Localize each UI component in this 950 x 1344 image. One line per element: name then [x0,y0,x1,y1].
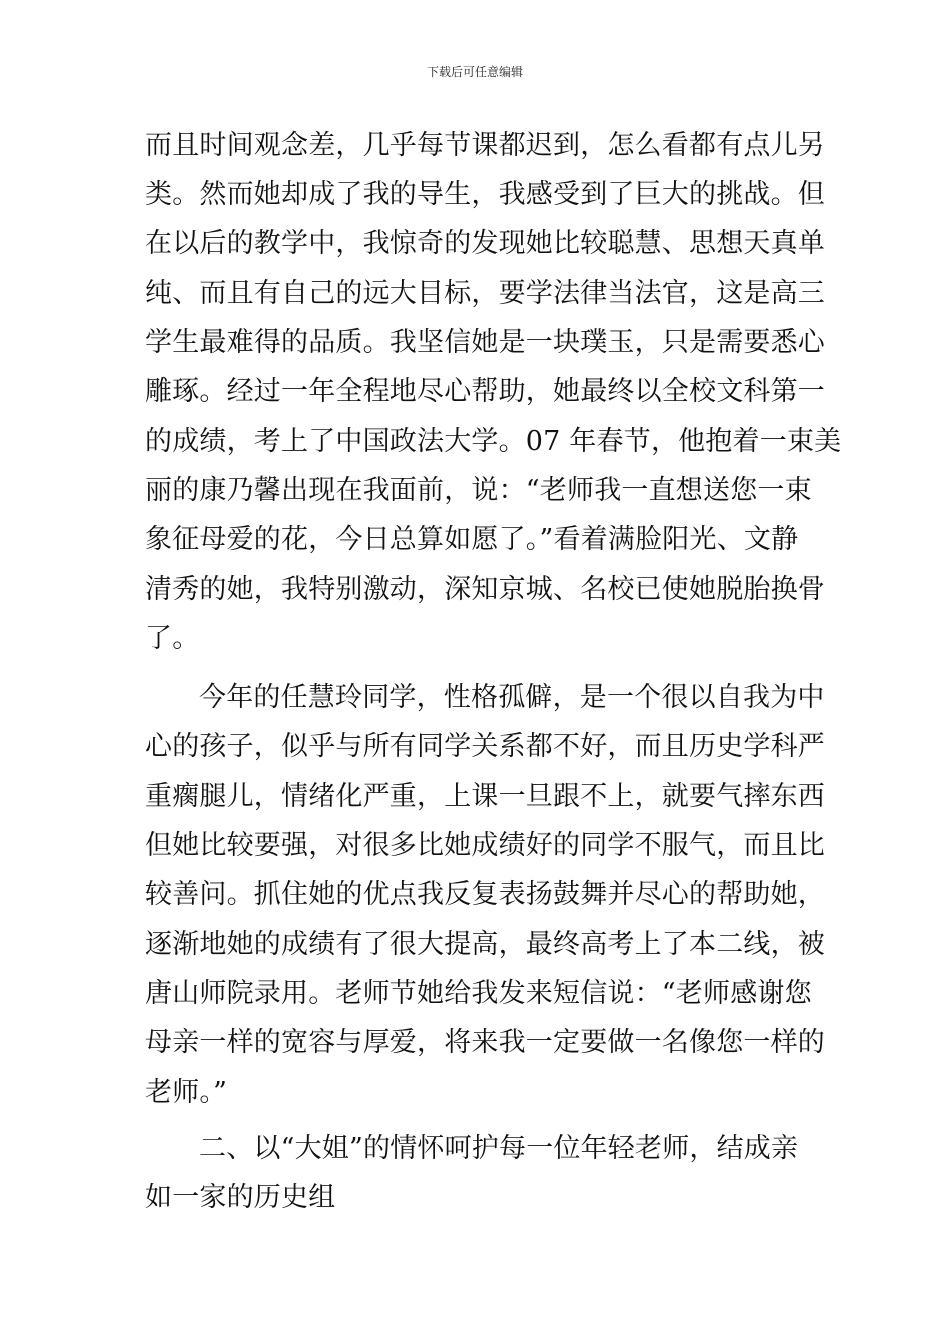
text-line: 学生最难得的品质。我坚信她是一块璞玉，只是需要悉心 [145,327,825,358]
text-line: 的成绩，考上了中国政法大学。07 年春节，他抱着一束美 [145,426,842,457]
text-line: 老师。” [145,1077,228,1108]
text-line: 在以后的教学中，我惊奇的发现她比较聪慧、思想天真单 [145,228,825,259]
text-line: 纯、而且有自己的远大目标，要学法律当法官，这是高三 [145,278,825,309]
text-line: 母亲一样的宽容与厚爱，将来我一定要做一名像您一样的 [145,1027,825,1058]
text-line: 心的孩子，似乎与所有同学关系都不好，而且历史学科严 [145,731,825,762]
section-heading-line: 如一家的历史组 [145,1182,336,1213]
page-header: 下载后可任意编辑 [426,65,523,79]
text-line: 象征母爱的花，今日总算如愿了。”看着满脸阳光、文静 [145,524,799,555]
text-line: 而且时间观念差，几乎每节课都迟到，怎么看都有点儿另 [145,130,825,161]
text-line: 较善问。抓住她的优点我反复表扬鼓舞并尽心的帮助她， [145,879,825,910]
text-line: 重瘸腿儿，情绪化严重，上课一旦跟不上，就要气摔东西 [145,781,825,812]
text-line: 唐山师院录用。老师节她给我发来短信说：“老师感谢您 [145,978,812,1009]
text-line: 清秀的她，我特别激动，深知京城、名校已使她脱胎换骨 [145,574,825,605]
text-line: 类。然而她却成了我的导生，我感受到了巨大的挑战。但 [145,179,825,210]
section-heading-line: 二、以“大姐”的情怀呵护每一位年轻老师，结成亲 [199,1133,799,1164]
text-line: 雕琢。经过一年全程地尽心帮助，她最终以全校文科第一 [145,376,825,407]
text-line: 丽的康乃馨出现在我面前，说：“老师我一直想送您一束 [145,475,812,506]
text-line: 逐渐地她的成绩有了很大提高，最终高考上了本二线，被 [145,929,825,960]
text-line: 但她比较要强，对很多比她成绩好的同学不服气，而且比 [145,830,825,861]
text-line: 了。 [145,623,200,654]
paragraph-first-line: 今年的任慧玲同学，性格孤僻，是一个很以自我为中 [199,682,825,713]
